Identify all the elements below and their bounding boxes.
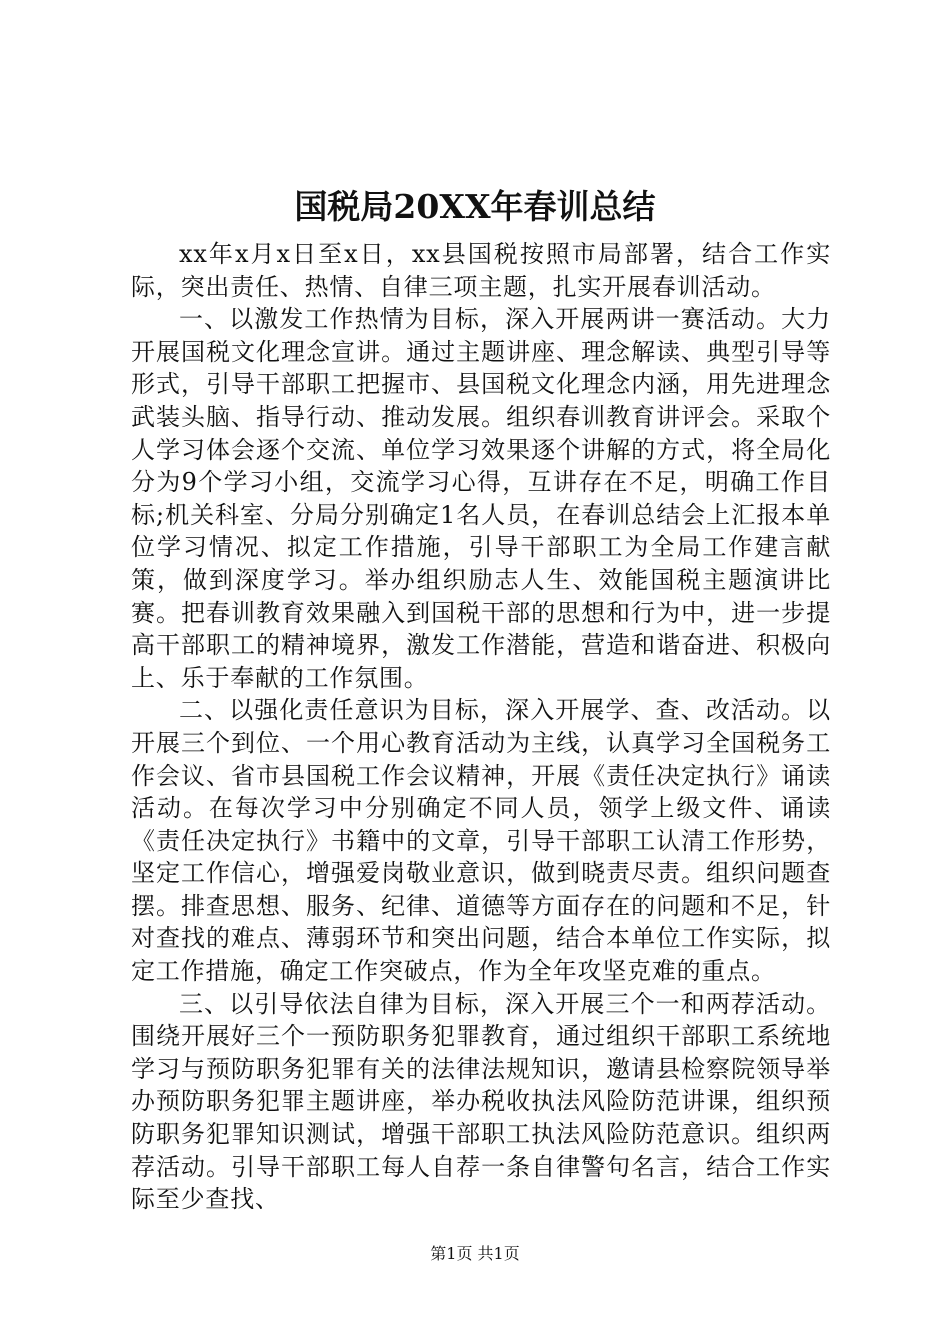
- paragraph-section-2: 二、以强化责任意识为目标，深入开展学、查、改活动。以开展三个到位、一个用心教育活动为主线，认真学习全国税务工作会议、省市县国税工作会议精神，开展《责任决定执行》诵读活动。在每次学习中分别确定不同人员，领学上级文件、诵读《责任决定执行》书籍中的文章，引导干部职工认清工作形势，坚定工作信心，增强爱岗敬业意识，做到晓责尽责。组织问题查摆。排查思想、服务、纪律、道德等方面存在的问题和不足，针对查找的难点、薄弱环节和突出问题，结合本单位工作实际，拟定工作措施，确定工作突破点，作为全年攻坚克难的重点。: [131, 696, 831, 986]
- page-footer: 第1页 共1页: [430, 1244, 520, 1263]
- paragraph-section-1: 一、以激发工作热情为目标，深入开展两讲一赛活动。大力开展国税文化理念宣讲。通过主题讲座、理念解读、典型引导等形式，引导干部职工把握市、县国税文化理念内涵，用先进理念武装头脑、指导行动、推动发展。组织春训教育讲评会。采取个人学习体会逐个交流、单位学习效果逐个讲解的方式，将全局化分为9个学习小组，交流学习心得，互讲存在不足，明确工作目标;机关科室、分局分别确定1名人员，在春训总结会上汇报本单位学习情况、拟定工作措施，引导干部职工为全局工作建言献策，做到深度学习。举办组织励志人生、效能国税主题演讲比赛。把春训教育效果融入到国税干部的思想和行为中，进一步提高干部职工的精神境界，激发工作潜能，营造和谐奋进、积极向上、乐于奉献的工作氛围。: [131, 305, 831, 692]
- paragraph-section-3: 三、以引导依法自律为目标，深入开展三个一和两荐活动。围绕开展好三个一预防职务犯罪教育，通过组织干部职工系统地学习与预防职务犯罪有关的法律法规知识，邀请县检察院领导举办预防职务犯罪主题讲座，举办税收执法风险防范讲课，组织预防职务犯罪知识测试，增强干部职工执法风险防范意识。组织两荐活动。引导干部职工每人自荐一条自律警句名言，结合工作实际至少查找、: [131, 989, 831, 1214]
- paragraph-intro: xx年x月x日至x日，xx县国税按照市局部署，结合工作实际，突出责任、热情、自律三项主题，扎实开展春训活动。: [131, 240, 831, 301]
- document-body: [131, 238, 831, 1216]
- document-title: 国税局20XX年春训总结: [294, 187, 656, 226]
